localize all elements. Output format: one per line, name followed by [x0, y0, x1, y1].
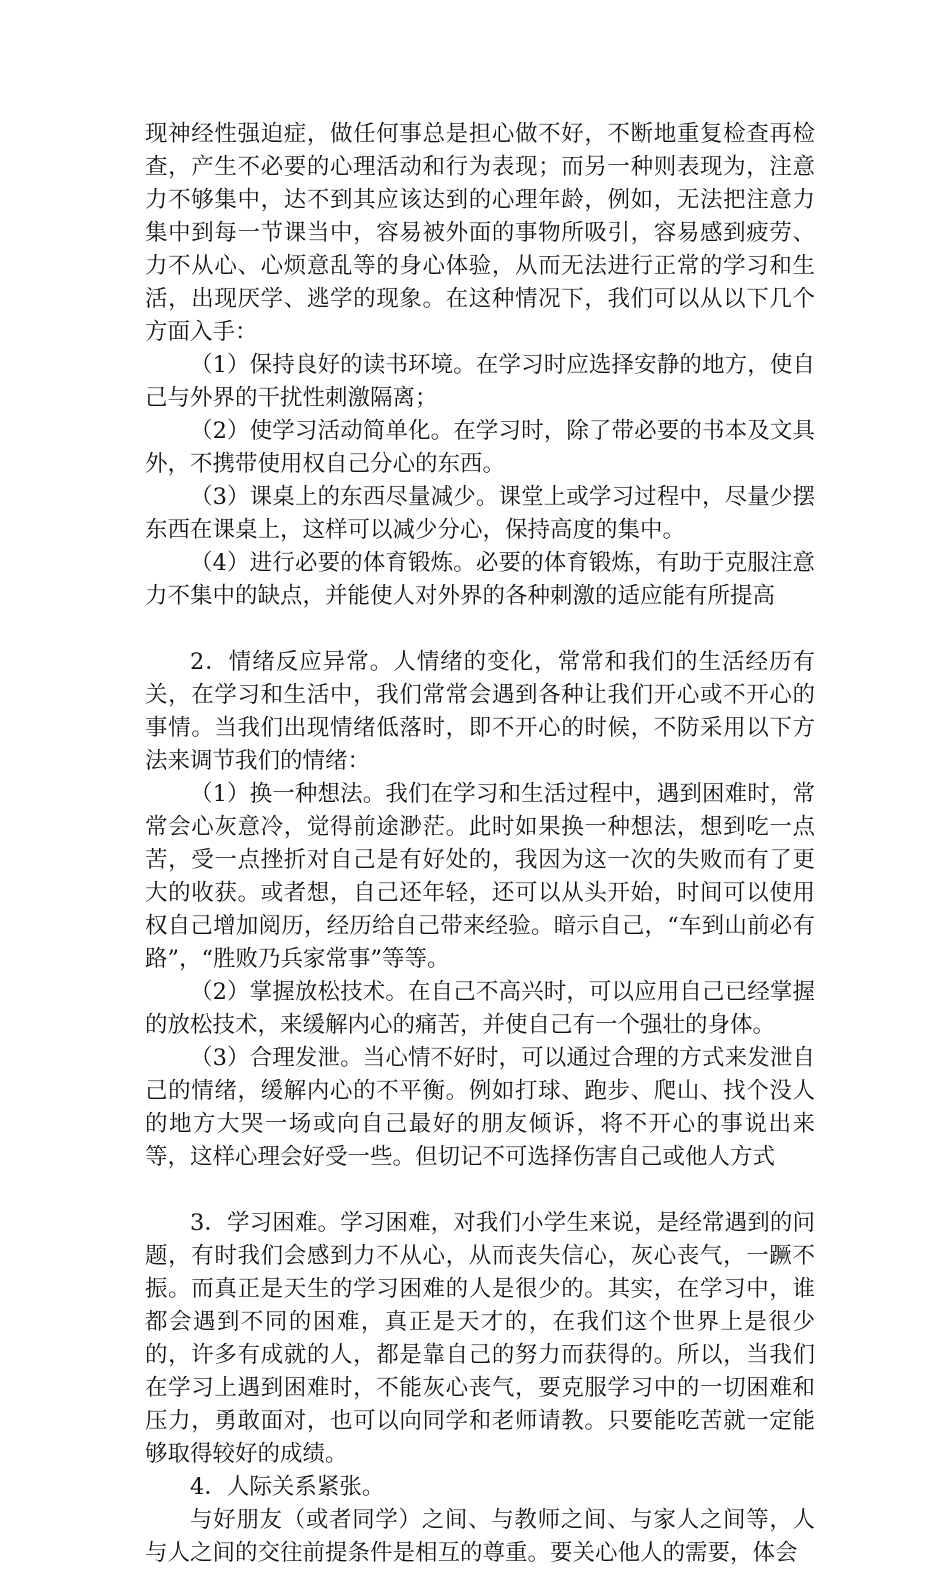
paragraph-attention-tip-3: （3）课桌上的东西尽量减少。课堂上或学习过程中，尽量少摆东西在课桌上，这样可以减少分心，保持高度的集中。 [145, 484, 815, 543]
section-heading-relationships: 4．人际关系紧张。 [190, 1474, 385, 1500]
section-heading-emotion: 2．情绪反应异常。人情绪的变化，常常和我们的生活经历有关，在学习和生活中，我们常常会遇到各种让我们开心或不开心的事情。当我们出现情绪低落时，即不开心的时候，不防采用以下方法来调节我们的情绪： [145, 649, 815, 774]
paragraph-emotion-tip-2: （2）掌握放松技术。在自己不高兴时，可以应用自己已经掌握的放松技术，来缓解内心的痛苦，并使自己有一个强壮的身体。 [145, 979, 815, 1038]
paragraph-attention-tip-1: （1）保持良好的读书环境。在学习时应选择安静的地方，使自己与外界的干扰性刺激隔离； [145, 352, 815, 411]
paragraph-emotion-tip-1: （1）换一种想法。我们在学习和生活过程中，遇到困难时，常常会心灰意冷，觉得前途渺茫。此时如果换一种想法，想到吃一点苦，受一点挫折对自己是有好处的，我因为这一次的失败而有了更大的收获。或者想，自己还年轻，还可以从头开始，时间可以使用权自己增加阅历，经历给自己带来经验。暗示自己，“车到山前必有路”，“胜败乃兵家常事”等等。 [145, 781, 815, 972]
paragraph-attention-tip-4: （4）进行必要的体育锻炼。必要的体育锻炼，有助于克服注意力不集中的缺点，并能使人对外界的各种刺激的适应能有所提高 [145, 550, 815, 609]
paragraph-attention-tip-2: （2）使学习活动简单化。在学习时，除了带必要的书本及文具外，不携带使用权自己分心的东西。 [145, 418, 815, 477]
paragraph-gap [145, 613, 815, 646]
document-page [145, 118, 815, 1570]
paragraph-emotion-tip-3: （3）合理发泄。当心情不好时，可以通过合理的方式来发泄自己的情绪，缓解内心的不平衡。例如打球、跑步、爬山、找个没人的地方大哭一场或向自己最好的朋友倾诉，将不开心的事说出来等，这样心理会好受一些。但切记不可选择伤害自己或他人方式 [145, 1045, 815, 1170]
paragraph-intro-continuation: 现神经性强迫症，做任何事总是担心做不好，不断地重复检查再检查，产生不必要的心理活动和行为表现；而另一种则表现为，注意力不够集中，达不到其应该达到的心理年龄，例如，无法把注意力集中到每一节课当中，容易被外面的事物所吸引，容易感到疲劳、力不从心、心烦意乱等的身心体验，从而无法进行正常的学习和生活，出现厌学、逃学的现象。在这种情况下，我们可以从以下几个方面入手： [145, 121, 815, 345]
paragraph-relationships: 与好朋友（或者同学）之间、与教师之间、与家人之间等，人与人之间的交往前提条件是相互的尊重。要关心他人的需要，体会 [145, 1507, 815, 1566]
section-heading-learning: 3．学习困难。学习困难，对我们小学生来说，是经常遇到的问题，有时我们会感到力不从心，从而丧失信心，灰心丧气，一蹶不振。而真正是天生的学习困难的人是很少的。其实，在学习中，谁都会遇到不同的困难，真正是天才的，在我们这个世界上是很少的，许多有成就的人，都是靠自己的努力而获得的。所以，当我们在学习上遇到困难时，不能灰心丧气，要克服学习中的一切困难和压力，勇敢面对，也可以向同学和老师请教。只要能吃苦就一定能够取得较好的成绩。 [145, 1210, 815, 1467]
paragraph-gap [145, 1174, 815, 1207]
